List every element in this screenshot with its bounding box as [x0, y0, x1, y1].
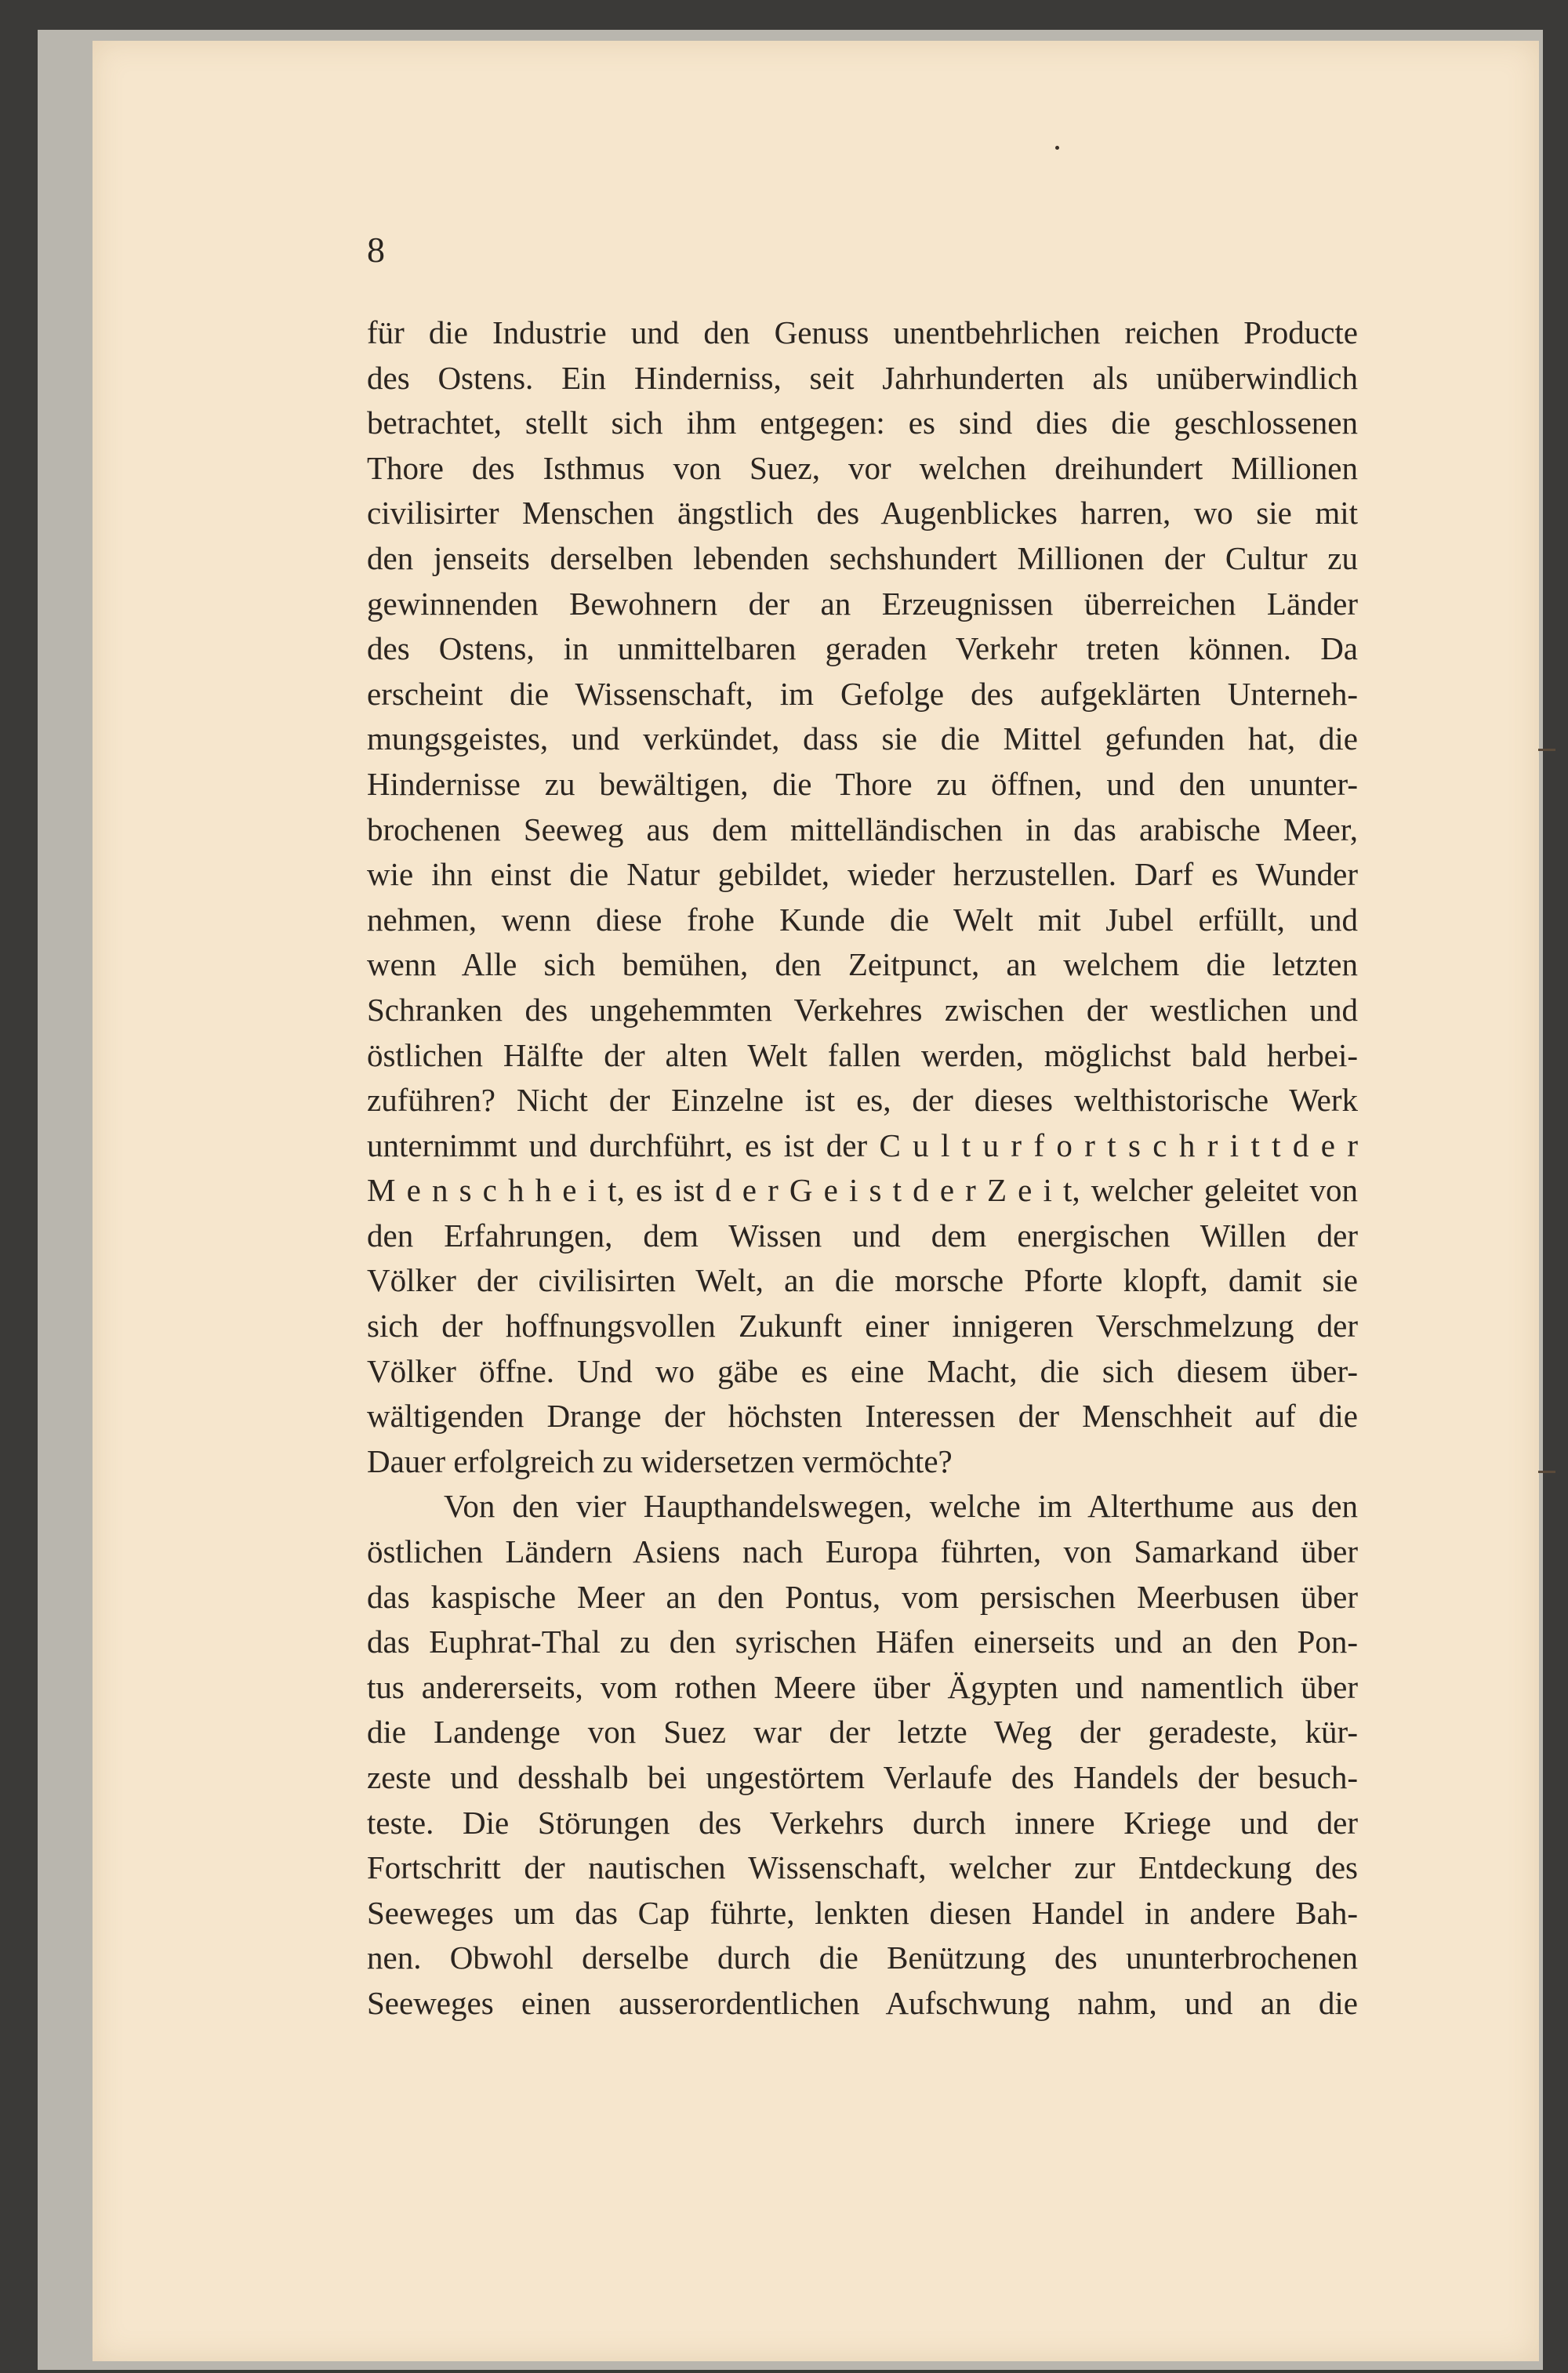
text-line: civilisirter Menschen ängstlich des Augenblickes harren, wo sie mit — [367, 495, 1358, 532]
text-line: unternimmt und durchführt, es ist der C u l t u r f o r t s c h r i t t d e r — [367, 1127, 1358, 1163]
text-line: Seeweges um das Cap führte, lenkten diesen Handel in andere Bah- — [367, 1894, 1358, 1931]
text-line: zuführen? Nicht der Einzelne ist es, der dieses welthistorische Werk — [367, 1082, 1358, 1119]
text-line: den Erfahrungen, dem Wissen und dem energischen Willen der — [367, 1217, 1358, 1254]
text-line: sich der hoffnungsvollen Zukunft einer innigeren Verschmelzung der — [367, 1308, 1358, 1344]
text-line: Dauer erfolgreich zu widersetzen vermöchte? — [367, 1442, 953, 1479]
text-line: teste. Die Störungen des Verkehrs durch innere Kriege und der — [367, 1804, 1358, 1841]
text-line: den jenseits derselben lebenden sechshundert Millionen der Cultur zu — [367, 539, 1358, 576]
text-line: Von den vier Haupthandelswegen, welche im Alterthume aus den — [444, 1488, 1358, 1525]
text-line: wie ihn einst die Natur gebildet, wieder herzustellen. Darf es Wunder — [367, 856, 1358, 893]
text-line: die Landenge von Suez war der letzte Weg der geradeste, kür- — [367, 1714, 1358, 1751]
text-line: Thore des Isthmus von Suez, vor welchen dreihundert Millionen — [367, 449, 1358, 486]
text-line: brochenen Seeweg aus dem mittelländischen in das arabische Meer, — [367, 811, 1358, 847]
text-line: das Euphrat-Thal zu den syrischen Häfen einerseits und an den Pon- — [367, 1624, 1358, 1660]
text-line: Fortschritt der nautischen Wissenschaft, welcher zur Entdeckung des — [367, 1849, 1358, 1886]
text-line: gewinnenden Bewohnern der an Erzeugnissen überreichen Länder — [367, 585, 1358, 622]
text-line: nehmen, wenn diese frohe Kunde die Welt mit Jubel erfüllt, und — [367, 901, 1358, 938]
text-line: Völker öffne. Und wo gäbe es eine Macht, die sich diesem über- — [367, 1352, 1358, 1389]
text-line: des Ostens, in unmittelbaren geraden Verkehr treten können. Da — [367, 630, 1358, 667]
margin-mark — [1538, 749, 1555, 751]
text-line: tus andererseits, vom rothen Meere über Ägypten und namentlich über — [367, 1668, 1358, 1705]
text-line: erscheint die Wissenschaft, im Gefolge des aufgeklärten Unterneh- — [367, 675, 1358, 712]
body-text — [367, 310, 1358, 2026]
paper-speck — [1055, 146, 1059, 150]
margin-mark — [1538, 1471, 1555, 1473]
text-line: mungsgeistes, und verkündet, dass sie die Mittel gefunden hat, die — [367, 720, 1358, 757]
text-line: östlichen Ländern Asiens nach Europa führten, von Samarkand über — [367, 1533, 1358, 1570]
text-line: betrachtet, stellt sich ihm entgegen: es sind dies die geschlossenen — [367, 405, 1358, 441]
text-line: Hindernisse zu bewältigen, die Thore zu öffnen, und den ununter- — [367, 765, 1358, 802]
page-number: 8 — [367, 230, 385, 270]
text-line: wältigenden Drange der höchsten Interessen der Menschheit auf die — [367, 1398, 1358, 1435]
text-line: wenn Alle sich bemühen, den Zeitpunct, an welchem die letzten — [367, 946, 1358, 983]
text-line: für die Industrie und den Genuss unentbehrlichen reichen Producte — [367, 314, 1358, 350]
text-line: östlichen Hälfte der alten Welt fallen werden, möglichst bald herbei- — [367, 1036, 1358, 1073]
text-line: Schranken des ungehemmten Verkehres zwischen der westlichen und — [367, 991, 1358, 1028]
text-line: des Ostens. Ein Hinderniss, seit Jahrhunderten als unüberwindlich — [367, 359, 1358, 396]
text-line: zeste und desshalb bei ungestörtem Verlaufe des Handels der besuch- — [367, 1759, 1358, 1795]
text-line: Seeweges einen ausserordentlichen Aufschwung nahm, und an die — [367, 1984, 1358, 2021]
text-line: Völker der civilisirten Welt, an die morsche Pforte klopft, damit sie — [367, 1262, 1358, 1299]
text-line: nen. Obwohl derselbe durch die Benützung des ununterbrochenen — [367, 1939, 1358, 1976]
text-line: das kaspische Meer an den Pontus, vom persischen Meerbusen über — [367, 1578, 1358, 1615]
text-line: M e n s c h h e i t, es ist d e r G e i s t d e r Z e i t, welcher geleitet von — [367, 1172, 1358, 1209]
